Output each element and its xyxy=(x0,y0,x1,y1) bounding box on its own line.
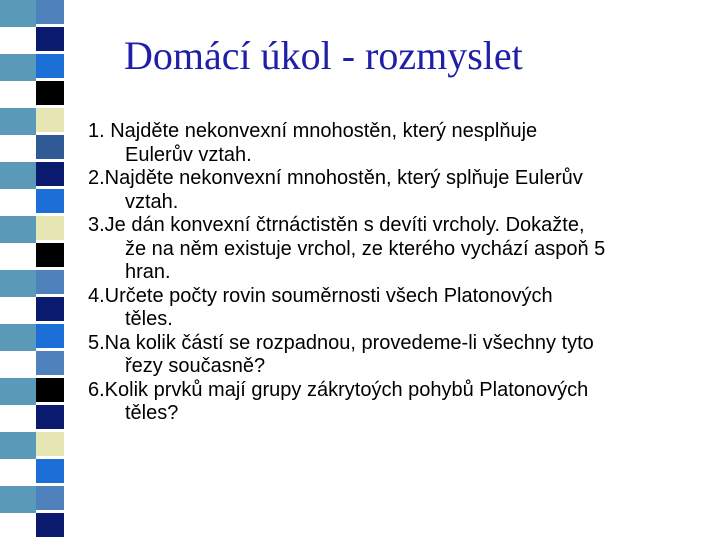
item-line: vztah. xyxy=(125,190,179,213)
stripe-block xyxy=(36,324,64,348)
stripe-block xyxy=(0,135,36,162)
stripe-block xyxy=(36,270,64,294)
stripe-block xyxy=(0,459,36,486)
stripe-block xyxy=(0,216,36,243)
stripe-block xyxy=(36,81,64,105)
stripe-block xyxy=(0,189,36,216)
item-line: těles. xyxy=(125,308,173,330)
item-line: 1. Najděte nekonvexní mnohostěn, který nesplňuje xyxy=(88,120,538,142)
stripe-block xyxy=(0,108,36,135)
stripe-block xyxy=(36,378,64,402)
item-line: 6.Kolik prvků mají grupy zákrytoých pohybů Platonových xyxy=(88,378,589,401)
decorative-stripe xyxy=(0,0,64,540)
stripe-block xyxy=(0,162,36,189)
stripe-block xyxy=(36,486,64,510)
item-line: 3.Je dán konvexní čtrnáctistěn s devíti vrcholy. Dokažte, xyxy=(88,214,585,236)
list-item xyxy=(88,379,700,426)
stripe-block xyxy=(36,459,64,483)
stripe-block xyxy=(36,162,64,186)
stripe-block xyxy=(0,54,36,81)
task-list xyxy=(88,120,700,426)
stripe-block xyxy=(0,351,36,378)
list-item xyxy=(88,120,700,167)
list-item xyxy=(88,167,700,214)
stripe-block xyxy=(36,432,64,456)
stripe-block xyxy=(0,432,36,459)
stripe-block xyxy=(36,54,64,78)
stripe-block xyxy=(36,0,64,24)
list-item xyxy=(88,332,700,379)
stripe-block xyxy=(36,189,64,213)
slide-title: Domácí úkol - rozmyslet xyxy=(124,33,523,78)
stripe-block xyxy=(0,324,36,351)
stripe-block xyxy=(36,351,64,375)
list-item xyxy=(88,214,700,285)
stripe-block xyxy=(36,243,64,267)
stripe-block xyxy=(0,0,36,27)
stripe-block xyxy=(0,486,36,513)
item-line: 4.Určete počty rovin souměrnosti všech Platonových xyxy=(88,284,553,307)
item-line: 2.Najděte nekonvexní mnohostěn, který splňuje Eulerův xyxy=(88,167,583,189)
stripe-block xyxy=(0,513,36,540)
stripe-block xyxy=(36,405,64,429)
stripe-block xyxy=(0,405,36,432)
item-line: Eulerův vztah. xyxy=(125,143,252,166)
stripe-block xyxy=(36,135,64,159)
stripe-block xyxy=(36,297,64,321)
stripe-block xyxy=(0,270,36,297)
item-line: těles? xyxy=(125,402,179,424)
stripe-block xyxy=(36,27,64,51)
stripe-block xyxy=(36,108,64,132)
item-line: že na něm existuje vrchol, ze kterého vychází aspoň 5 xyxy=(125,237,606,260)
stripe-block xyxy=(0,297,36,324)
stripe-block xyxy=(0,378,36,405)
stripe-block xyxy=(0,27,36,54)
stripe-block xyxy=(36,216,64,240)
stripe-block xyxy=(36,513,64,537)
item-line: řezy současně? xyxy=(125,355,266,377)
stripe-block xyxy=(0,81,36,108)
item-line: 5.Na kolik částí se rozpadnou, provedeme-li všechny tyto xyxy=(88,331,594,354)
item-line: hran. xyxy=(125,261,171,283)
list-item xyxy=(88,285,700,332)
stripe-block xyxy=(0,243,36,270)
